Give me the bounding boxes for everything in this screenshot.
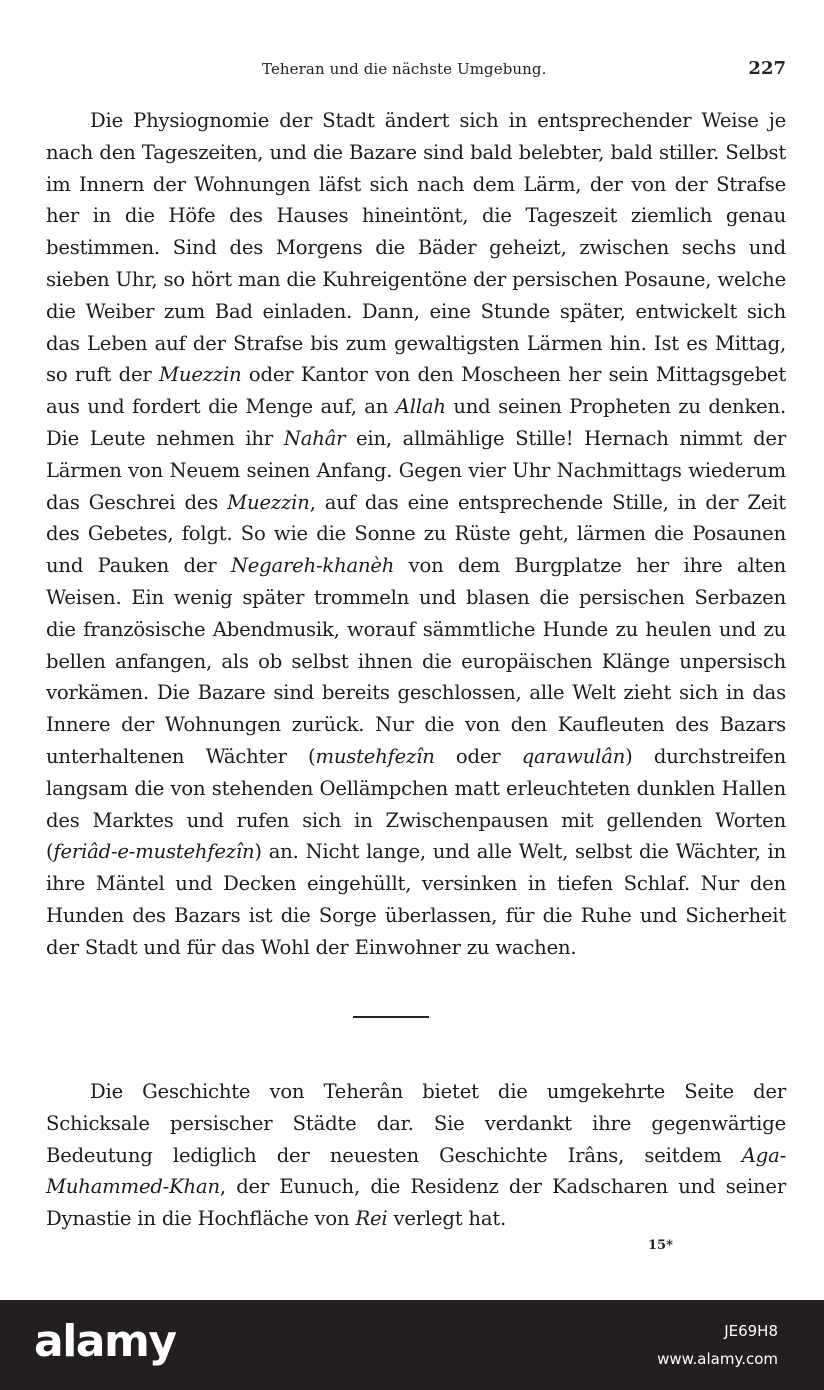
- italic-term-feriad: feriâd-e-mustehfezîn: [53, 840, 255, 864]
- italic-term-muezzin: Muezzin: [159, 363, 242, 387]
- paragraph-city-physiognomy: [46, 105, 786, 964]
- italic-term-qarawulan: qarawulân: [521, 744, 626, 768]
- watermark-url: www.alamy.com: [657, 1350, 778, 1368]
- text-run: , auf das eine entsprechende Stille, in der Zeit des Gebetes, folgt. So wie die Sonne zu Rüste geht, lärmen die Posaunen und Pauken der: [46, 490, 786, 578]
- signature-mark: 15*: [648, 1238, 673, 1253]
- italic-term-rei: Rei: [355, 1207, 388, 1231]
- text-run: ein, allmählige Stille! Hernach nimmt der Lärmen von Neuem seinen Anfang. Gegen vier Uhr Nachmittags wiederum das Geschrei des: [46, 426, 786, 514]
- italic-term-mustehfezin: mustehfezîn: [315, 744, 435, 768]
- italic-term-allah: Allah: [395, 395, 446, 419]
- text-run: und seinen Propheten zu denken. Die Leute nehmen ihr: [46, 395, 786, 450]
- text-run: oder Kantor von den Moscheen her sein Mittagsgebet aus und fordert die Menge auf, an: [46, 363, 786, 419]
- italic-term-nahar: Nahâr: [283, 426, 346, 450]
- text-run: Die Physiognomie der Stadt ändert sich in entsprechender Weise je nach den Tageszeiten, und die Bazare sind bald belebter, bald stiller. Selbst im Innern der Wohnungen läfst sich nach dem Lärm, der von der Strafse her in die Höfe des Hauses hineintönt, die Tageszeit ziemlich genau bestimmen. Sind des Morgens die Bäder geheizt, zwischen sechs und sieben Uhr, so hört man die Kuhreigentöne der persischen Posaune, welche die Weiber zum Bad einladen. Dann, eine Stunde später, entwickelt sich das Leben auf der Strafse bis zum gewaltigsten Lärmen hin. Ist es Mittag, so ruft der: [46, 109, 786, 387]
- text-run: ) an. Nicht lange, und alle Welt, selbst die Wächter, in ihre Mäntel und Decken eingehüllt, versinken in tiefen Schlaf. Nur den Hunden des Bazars ist die Sorge überlassen, für die Ruhe und Sicherheit der Stadt und für das Wohl der Einwohner zu wachen.: [46, 840, 786, 959]
- italic-term-negareh-khaneh: Negareh-khanèh: [230, 554, 395, 578]
- section-divider: [353, 1016, 429, 1018]
- text-run: , der Eunuch, die Residenz der Kadscharen und seiner Dynastie in die Hochfläche von: [46, 1175, 786, 1231]
- running-head: Teheran und die nächste Umgebung.: [262, 60, 547, 78]
- text-run: oder: [434, 744, 522, 768]
- italic-term-muezzin: Muezzin: [227, 490, 310, 514]
- italic-term-aga-muhammed-khan: Aga-Muhammed-Khan: [46, 1143, 786, 1199]
- page-number: 227: [748, 58, 786, 79]
- text-run: ) durchstreifen langsam die von stehenden Oellämpchen matt erleuchteten dunklen Hallen des Marktes und rufen sich in Zwischenpausen mit gellenden Worten (: [46, 744, 786, 864]
- image-id: JE69H8: [724, 1322, 778, 1340]
- text-run: Die Geschichte von Teherân bietet die umgekehrte Seite der Schicksale persischer Städte dar. Sie verdankt ihre gegenwärtige Bedeutung lediglich der neuesten Geschichte Irâns, seitdem: [46, 1080, 786, 1167]
- text-run: von dem Burgplatze her ihre alten Weisen. Ein wenig später trommeln und blasen die persischen Serbazen die französische Abendmusik, worauf sämmtliche Hunde zu heulen und zu bellen anfangen, als ob selbst ihnen die europäischen Klänge unpersisch vorkämen. Die Bazare sind bereits geschlossen, alle Welt zieht sich in das Innere der Wohnungen zurück. Nur die von den Kaufleuten des Bazars unterhaltenen Wächter (: [46, 554, 787, 768]
- paragraph-history-teheran: [46, 1076, 786, 1235]
- alamy-logo: alamy: [34, 1316, 176, 1367]
- text-run: verlegt hat.: [387, 1207, 507, 1231]
